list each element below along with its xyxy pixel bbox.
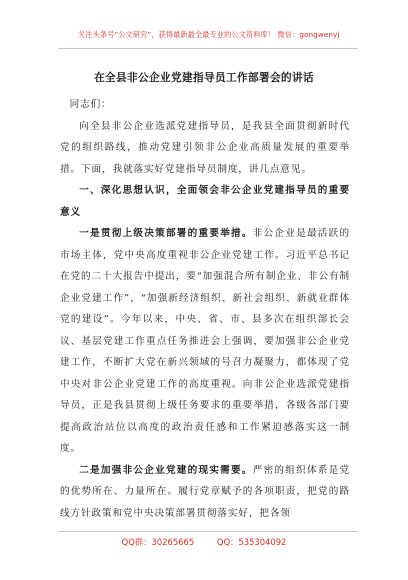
point-one-body: 非公企业是最活跃的市场主体，党中央高度重视非公企业党建工作。习近平总书记在党的二十大报告中提出，要“加强混合所有制企业、非公有制企业党建工作”，“加强新经济组织、新社会组织、新就业群体党的建设”。今年以来，中央、省、市、县多次在组织部长会议、基层党建工作重点任务推进会上强调，要加强非公企业党建工作，不断扩大党在新兴领域的号召力凝聚力，都体现了党中央对非公企业党建工作的高度重视。向非公企业选派党建指导员，正是我县贯彻上级任务要求的重要举措，各级各部门要提高政治站位以高度的政治责任感和工作紧迫感落实这一制度。 bbox=[60, 228, 350, 454]
footer-qq: QQ：535304092 bbox=[216, 537, 287, 547]
point-two-paragraph bbox=[60, 460, 350, 525]
footer bbox=[0, 536, 408, 548]
point-one-paragraph bbox=[60, 223, 350, 460]
footer-qq-group: QQ群：30265665 bbox=[121, 537, 195, 547]
point-two-lead: 二是加强非公企业党建的现实需要。 bbox=[79, 464, 253, 476]
header-divider bbox=[58, 48, 358, 49]
document-body bbox=[60, 94, 350, 524]
header-banner: 关注头条号“公文研究”，获得最新最全最专业的公文资料库！ 微信：gongwenyj bbox=[78, 30, 340, 39]
point-two-body: 严密的组织体系是党的优势所在、力量所在。履行党章赋予的各项职责，把党的路线方针政策和党中央决策部署贯彻落实好，把各领 bbox=[60, 464, 350, 519]
section-heading: 一、深化思想认识，全面领会非公企业党建指导员的重要意义 bbox=[60, 185, 350, 218]
page-title: 在全县非公企业党建指导员工作部署会的讲话 bbox=[94, 72, 314, 84]
footer-divider bbox=[58, 531, 358, 532]
intro-paragraph: 向全县非公企业选派党建指导员，是我县全面贯彻新时代党的组织路线，推动党建引领非公企业高质量发展的重要举措。下面，我就落实好党建指导员制度，讲几点意见。 bbox=[60, 120, 350, 175]
point-one-lead: 一是贯彻上级决策部署的重要举措。 bbox=[79, 228, 253, 239]
salutation: 同志们： bbox=[69, 99, 112, 110]
